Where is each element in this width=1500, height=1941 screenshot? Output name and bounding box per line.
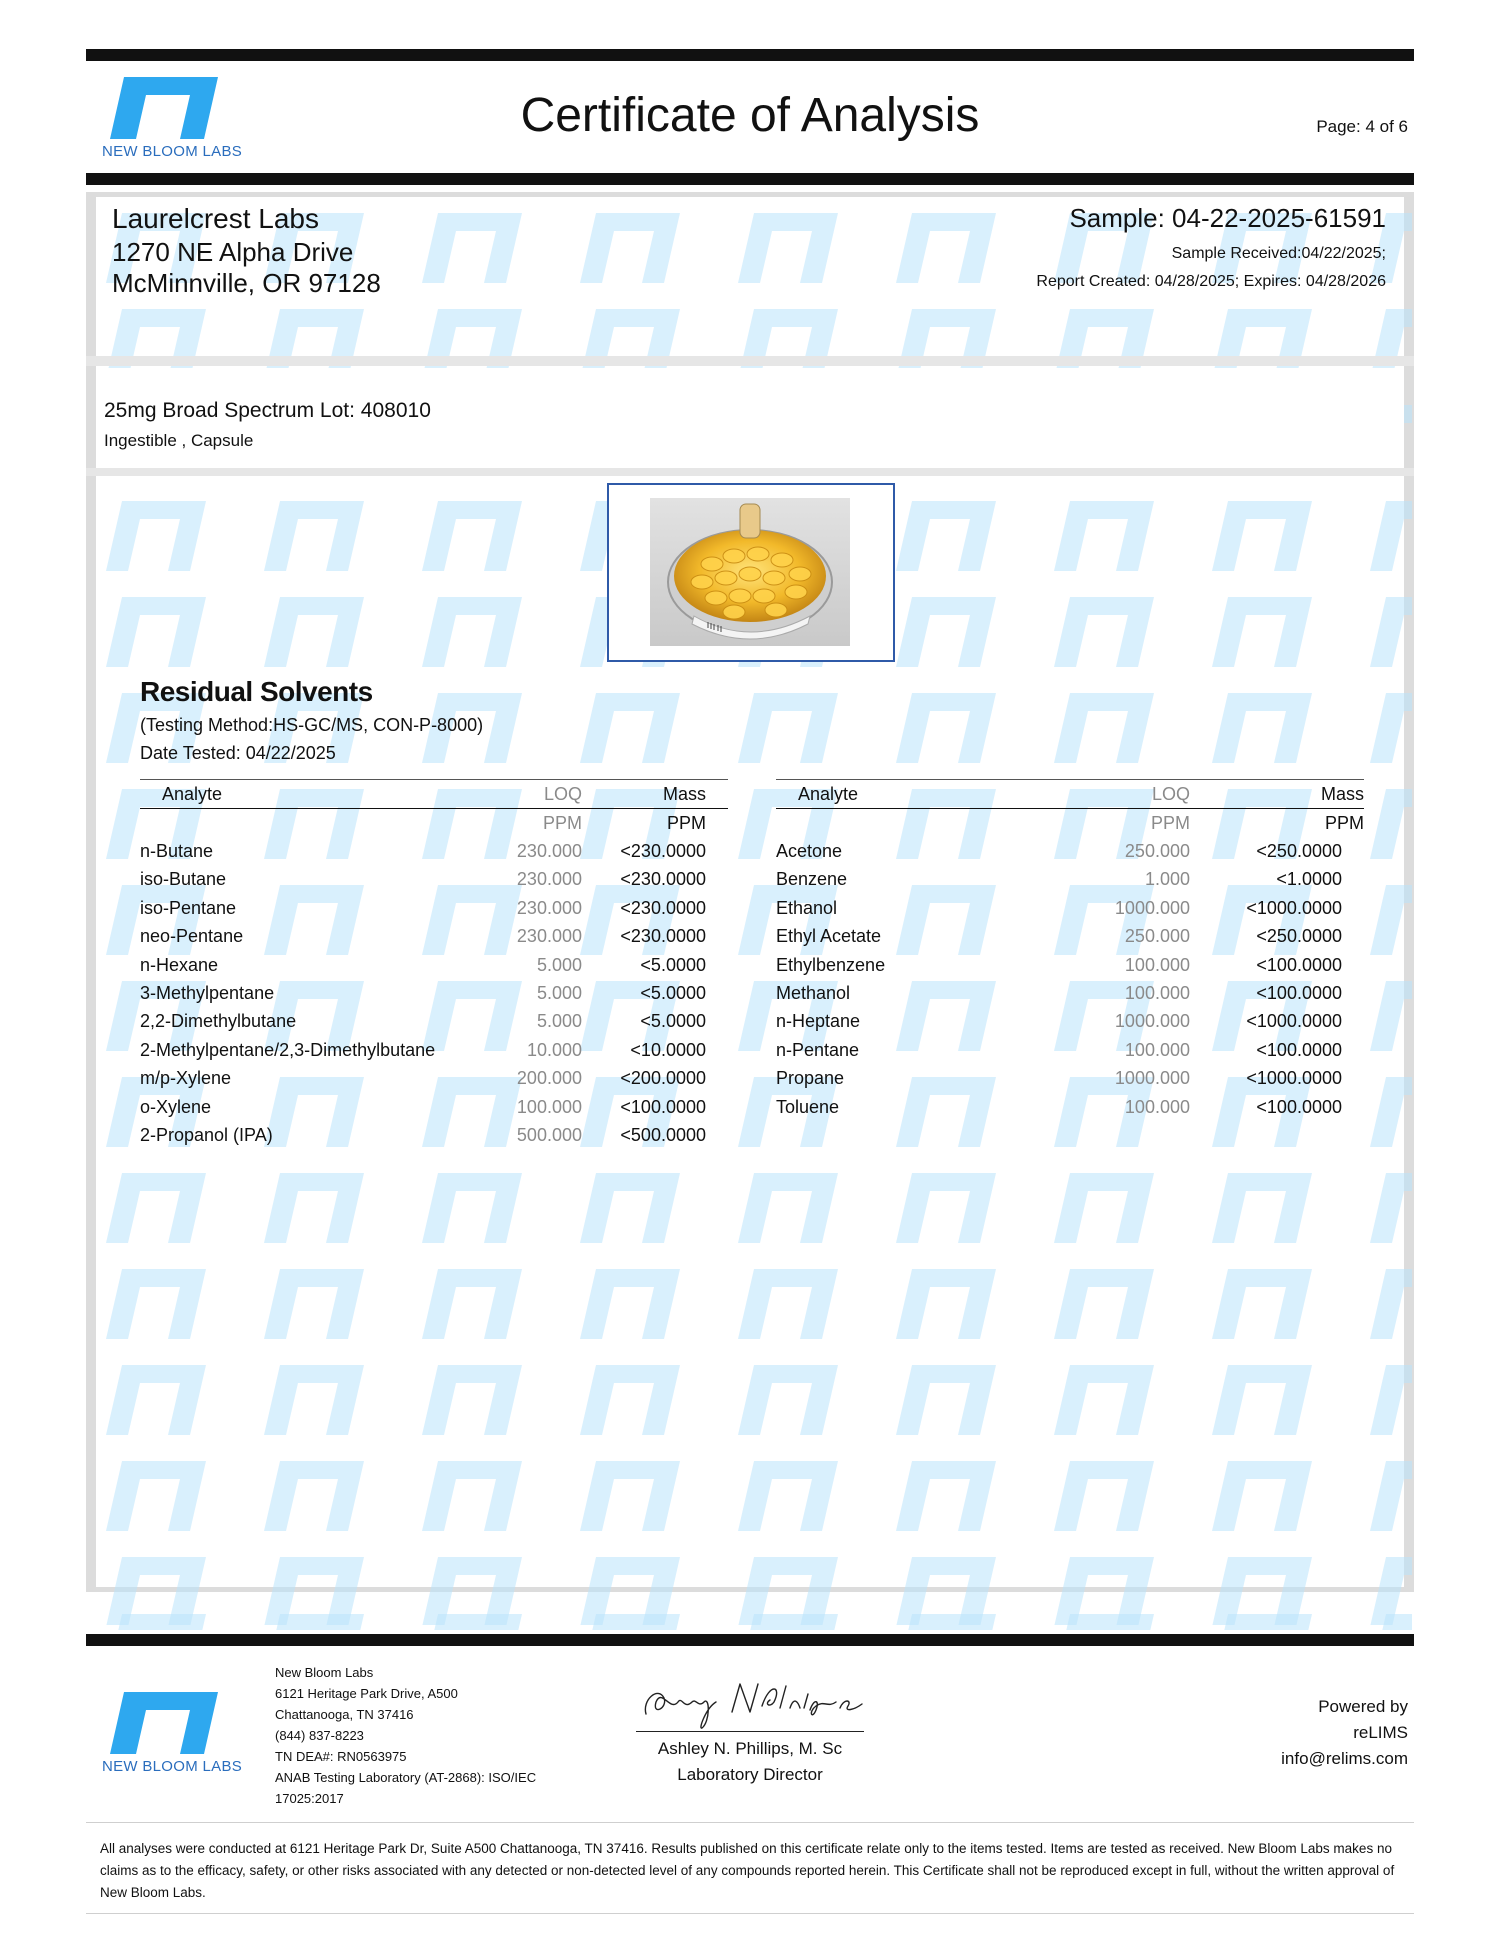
client-name: Laurelcrest Labs (112, 203, 320, 234)
results-table-right (776, 779, 1364, 1121)
lab-address-line: New Bloom Labs (275, 1665, 374, 1680)
loq-value: 230.000 (516, 897, 582, 918)
table-row (140, 1121, 728, 1149)
lab-address-line: 6121 Heritage Park Drive, A500 (275, 1686, 458, 1701)
mass-value: <5.0000 (640, 1011, 706, 1032)
analyte-name: n-Heptane (776, 1011, 861, 1032)
analyte-name: Ethyl Acetate (776, 926, 882, 947)
loq-value: 100.000 (1124, 954, 1190, 975)
client-address-1: 1270 NE Alpha Drive (112, 237, 354, 267)
analyte-name: m/p-Xylene (140, 1068, 232, 1089)
bottom-divider (86, 1913, 1414, 1914)
mass-value: <5.0000 (640, 983, 706, 1004)
loq-value: 100.000 (1124, 1039, 1190, 1060)
mass-value: <100.0000 (1256, 954, 1342, 975)
analyte-name: 2-Methylpentane/2,3-Dimethylbutane (140, 1039, 436, 1060)
unit-row (776, 809, 1364, 838)
unit-mass: PPM (1324, 812, 1364, 833)
table-row (776, 894, 1364, 922)
powered-by-line: info@relims.com (1281, 1749, 1408, 1768)
table-row (776, 837, 1364, 865)
loq-value: 1000.000 (1114, 1068, 1190, 1089)
mass-value: <250.0000 (1256, 926, 1342, 947)
signer-block (600, 1736, 900, 1788)
signer-title: Laboratory Director (677, 1765, 823, 1784)
analyte-name: Ethylbenzene (776, 954, 886, 975)
table-row (140, 1008, 728, 1036)
table-row (140, 979, 728, 1007)
product-type: Ingestible , Capsule (104, 431, 254, 450)
table-row (776, 1093, 1364, 1121)
analyte-name: Propane (776, 1068, 845, 1089)
logo-text: NEW BLOOM LABS (102, 143, 243, 160)
table-row (776, 923, 1364, 951)
analyte-name: Ethanol (776, 897, 838, 918)
powered-by-line: reLIMS (1353, 1723, 1408, 1742)
signature-image (640, 1672, 870, 1732)
analyte-name: n-Butane (140, 841, 214, 862)
lab-address-line: ANAB Testing Laboratory (AT-2868): ISO/IEC (275, 1770, 537, 1785)
table-row (776, 1008, 1364, 1036)
mass-value: <230.0000 (620, 897, 706, 918)
page-number: Page: 4 of 6 (1316, 117, 1408, 136)
logo-text: NEW BLOOM LABS (102, 1758, 243, 1775)
lab-address-line: 17025:2017 (275, 1791, 344, 1806)
mass-value: <100.0000 (1256, 1039, 1342, 1060)
signer-name: Ashley N. Phillips, M. Sc (657, 1739, 843, 1758)
loq-value: 1.000 (1144, 869, 1190, 890)
lab-address-line: Chattanooga, TN 37416 (275, 1707, 414, 1722)
loq-value: 230.000 (516, 841, 582, 862)
capsule-jar-photo (650, 498, 850, 646)
powered-by-line: Powered by (1318, 1697, 1408, 1716)
mass-value: <100.0000 (1256, 1096, 1342, 1117)
document-title: Certificate of Analysis (520, 89, 980, 142)
mass-value: <5.0000 (640, 954, 706, 975)
table-row (140, 894, 728, 922)
section-divider (86, 356, 1414, 366)
logo-mark-icon (102, 1690, 222, 1756)
loq-value: 230.000 (516, 869, 582, 890)
table-row (140, 1065, 728, 1093)
mass-value: <200.0000 (620, 1068, 706, 1089)
lab-address (275, 1662, 575, 1809)
mass-value: <230.0000 (620, 869, 706, 890)
col-header-analyte: Analyte (140, 780, 486, 809)
mass-value: <500.0000 (620, 1124, 706, 1145)
analyte-name: iso-Pentane (140, 897, 237, 918)
testing-method: (Testing Method:HS-GC/MS, CON-P-8000) (140, 715, 484, 735)
table-row (776, 866, 1364, 894)
loq-value: 5.000 (536, 954, 582, 975)
col-header-mass: Mass (582, 780, 728, 809)
analyte-name: Benzene (776, 869, 848, 890)
watermark-strip-bottom (88, 1604, 1412, 1630)
loq-value: 250.000 (1124, 841, 1190, 862)
loq-value: 230.000 (516, 926, 582, 947)
loq-value: 5.000 (536, 983, 582, 1004)
footer-logo (102, 1690, 252, 1775)
loq-value: 200.000 (516, 1068, 582, 1089)
mass-value: <100.0000 (1256, 983, 1342, 1004)
unit-loq: PPM (1150, 812, 1190, 833)
table-row (776, 951, 1364, 979)
top-bar (86, 49, 1414, 61)
table-row (776, 1036, 1364, 1064)
mass-value: <100.0000 (620, 1096, 706, 1117)
results-table-left (140, 779, 728, 1150)
unit-loq: PPM (542, 812, 582, 833)
loq-value: 100.000 (516, 1096, 582, 1117)
table-row (140, 837, 728, 865)
analyte-name: 2,2-Dimethylbutane (140, 1011, 297, 1032)
table-row (140, 1036, 728, 1064)
mass-value: <1.0000 (1276, 869, 1342, 890)
product-photo-frame (607, 483, 895, 662)
mass-value: <230.0000 (620, 841, 706, 862)
table-row (776, 1065, 1364, 1093)
analyte-name: n-Hexane (140, 954, 219, 975)
analyte-name: Methanol (776, 983, 851, 1004)
analyte-name: iso-Butane (140, 869, 227, 890)
signature-line (636, 1731, 864, 1732)
footer-divider (86, 1822, 1414, 1823)
product-name: 25mg Broad Spectrum Lot: 408010 (104, 399, 431, 422)
col-header-loq: LOQ (996, 780, 1196, 809)
col-header-loq: LOQ (486, 780, 582, 809)
mass-value: <1000.0000 (1246, 897, 1342, 918)
mass-value: <10.0000 (630, 1039, 706, 1060)
analyte-name: 3-Methylpentane (140, 983, 275, 1004)
footer-top-bar (86, 1634, 1414, 1646)
lab-address-line: TN DEA#: RN0563975 (275, 1749, 407, 1764)
table-row (776, 979, 1364, 1007)
loq-value: 100.000 (1124, 983, 1190, 1004)
analyte-name: Acetone (776, 841, 843, 862)
table-row (140, 951, 728, 979)
disclaimer: All analyses were conducted at 6121 Heritage Park Dr, Suite A500 Chattanooga, TN 37416. Results published on this certificate relate only to the items tested. Items are tested as received. New Bloom Labs makes no claims as to the efficacy, safety, or other risks associated with any detected or non-detected level of any compounds reported herein. This Certificate shall not be reproduced except in full, without the written approval of New Bloom Labs. (100, 1841, 1395, 1900)
table-row (140, 866, 728, 894)
col-header-mass: Mass (1196, 780, 1364, 809)
report-dates: Report Created: 04/28/2025; Expires: 04/28/2026 (1036, 273, 1386, 290)
analyte-name: 2-Propanol (IPA) (140, 1124, 273, 1145)
header-bottom-bar (86, 173, 1414, 185)
loq-value: 100.000 (1124, 1096, 1190, 1117)
mass-value: <250.0000 (1256, 841, 1342, 862)
loq-value: 1000.000 (1114, 897, 1190, 918)
lab-address-line: (844) 837-8223 (275, 1728, 364, 1743)
table-row (140, 923, 728, 951)
powered-by (1281, 1694, 1408, 1772)
loq-value: 1000.000 (1114, 1011, 1190, 1032)
date-tested: Date Tested: 04/22/2025 (140, 743, 336, 763)
loq-value: 5.000 (536, 1011, 582, 1032)
table-row (140, 1093, 728, 1121)
col-header-analyte: Analyte (776, 780, 996, 809)
unit-mass: PPM (666, 812, 706, 833)
client-address-2: McMinnville, OR 97128 (112, 268, 381, 298)
loq-value: 500.000 (516, 1124, 582, 1145)
loq-value: 250.000 (1124, 926, 1190, 947)
analyte-name: Toluene (776, 1096, 840, 1117)
mass-value: <1000.0000 (1246, 1068, 1342, 1089)
mass-value: <1000.0000 (1246, 1011, 1342, 1032)
sample-id: Sample: 04-22-2025-61591 (1069, 203, 1386, 233)
loq-value: 10.000 (526, 1039, 582, 1060)
sample-received: Sample Received:04/22/2025; (1171, 245, 1386, 262)
analyte-name: n-Pentane (776, 1039, 860, 1060)
section-title: Residual Solvents (140, 676, 373, 707)
unit-row (140, 809, 728, 838)
analyte-name: neo-Pentane (140, 926, 244, 947)
mass-value: <230.0000 (620, 926, 706, 947)
analyte-name: o-Xylene (140, 1096, 212, 1117)
section-divider (86, 468, 1414, 476)
